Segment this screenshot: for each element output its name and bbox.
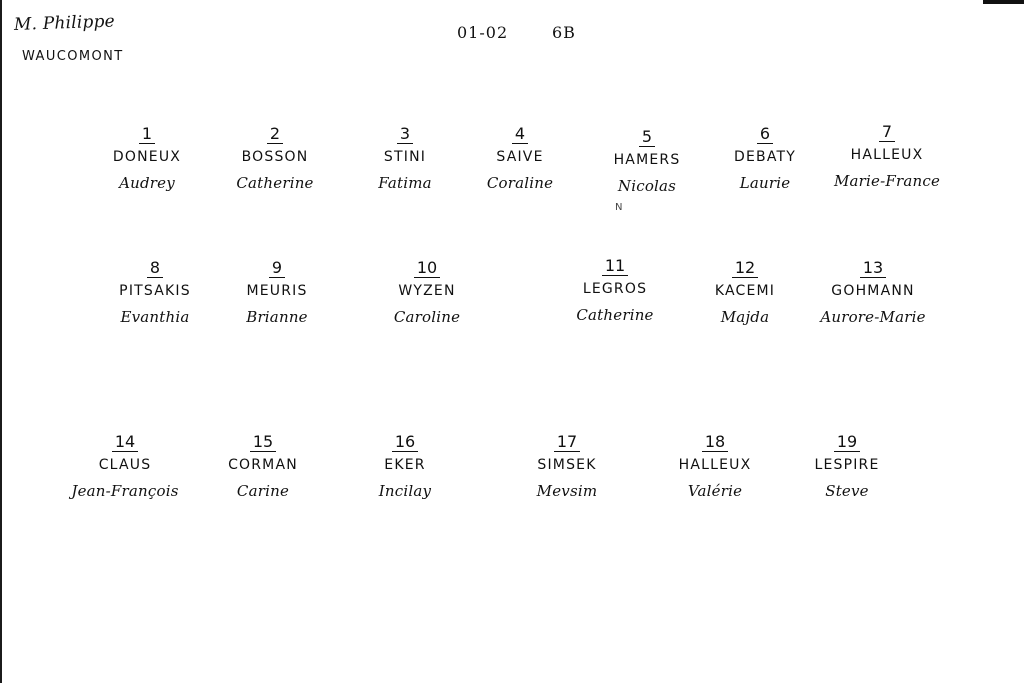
student-surname: LESPIRE bbox=[814, 457, 880, 473]
student-surname: BOSSON bbox=[241, 149, 309, 165]
student-firstname: Aurore-Marie bbox=[820, 308, 926, 326]
student-number: 13 bbox=[808, 258, 938, 278]
student-number: 7 bbox=[822, 122, 952, 142]
student-number: 17 bbox=[502, 432, 632, 452]
student-surname: CORMAN bbox=[228, 457, 298, 473]
student-firstname: Brianne bbox=[246, 308, 308, 326]
student-surname: HALLEUX bbox=[678, 457, 752, 473]
scan-left-edge bbox=[0, 0, 2, 683]
student-number: 16 bbox=[340, 432, 470, 452]
student-firstname: Laurie bbox=[739, 174, 791, 192]
student-firstname: Caroline bbox=[393, 308, 461, 326]
student-surname: EKER bbox=[384, 457, 426, 473]
student-number: 15 bbox=[198, 432, 328, 452]
student-firstname: Catherine bbox=[576, 306, 654, 324]
student-firstname: Audrey bbox=[119, 174, 175, 192]
student-surname: PITSAKIS bbox=[119, 283, 191, 299]
student-surname: GOHMANN bbox=[831, 283, 915, 299]
student-firstname: Jean-François bbox=[71, 482, 179, 500]
student-firstname: Nicolas bbox=[617, 177, 677, 195]
student-firstname: Fatima bbox=[378, 174, 432, 192]
student-number: 10 bbox=[362, 258, 492, 278]
student-number: 9 bbox=[212, 258, 342, 278]
school-name: WAUCOMONT bbox=[22, 49, 124, 64]
student-surname: SAIVE bbox=[496, 149, 544, 165]
student-surname: CLAUS bbox=[98, 457, 152, 473]
student-firstname: Coraline bbox=[486, 174, 554, 192]
student-surname: HALLEUX bbox=[850, 147, 924, 163]
scan-top-edge bbox=[0, 0, 1024, 4]
student-firstname: Majda bbox=[720, 308, 770, 326]
student-number: 2 bbox=[210, 124, 340, 144]
student-number: 4 bbox=[455, 124, 585, 144]
student-number: 3 bbox=[340, 124, 470, 144]
student-surname: MEURIS bbox=[246, 283, 308, 299]
student-firstname: Carine bbox=[236, 482, 290, 500]
student-firstname: Evanthia bbox=[120, 308, 190, 326]
student-firstname: Mevsim bbox=[536, 482, 598, 500]
student-number: 1 bbox=[82, 124, 212, 144]
student-number: 6 bbox=[700, 124, 830, 144]
student-number: 8 bbox=[90, 258, 220, 278]
stray-mark: N bbox=[615, 202, 623, 213]
student-number: 18 bbox=[650, 432, 780, 452]
student-number: 19 bbox=[782, 432, 912, 452]
student-surname: WYZEN bbox=[398, 283, 456, 299]
student-surname: HAMERS bbox=[613, 152, 681, 168]
student-surname: SIMSEK bbox=[537, 457, 597, 473]
student-firstname: Valérie bbox=[687, 482, 743, 500]
student-firstname: Incilay bbox=[378, 482, 432, 500]
student-firstname: Catherine bbox=[236, 174, 314, 192]
student-number: 5 bbox=[582, 127, 712, 147]
student-surname: DONEUX bbox=[112, 149, 182, 165]
student-surname: KACEMI bbox=[714, 283, 776, 299]
student-number: 12 bbox=[680, 258, 810, 278]
student-surname: LEGROS bbox=[582, 281, 648, 297]
student-surname: STINI bbox=[383, 149, 427, 165]
student-surname: DEBATY bbox=[733, 149, 797, 165]
student-firstname: Marie-France bbox=[833, 172, 941, 190]
student-number: 11 bbox=[550, 256, 680, 276]
class-code: 6B bbox=[552, 23, 576, 42]
class-date: 01-02 bbox=[457, 23, 509, 42]
teacher-name: M. Philippe bbox=[13, 11, 116, 35]
student-firstname: Steve bbox=[825, 482, 869, 500]
student-number: 14 bbox=[60, 432, 190, 452]
